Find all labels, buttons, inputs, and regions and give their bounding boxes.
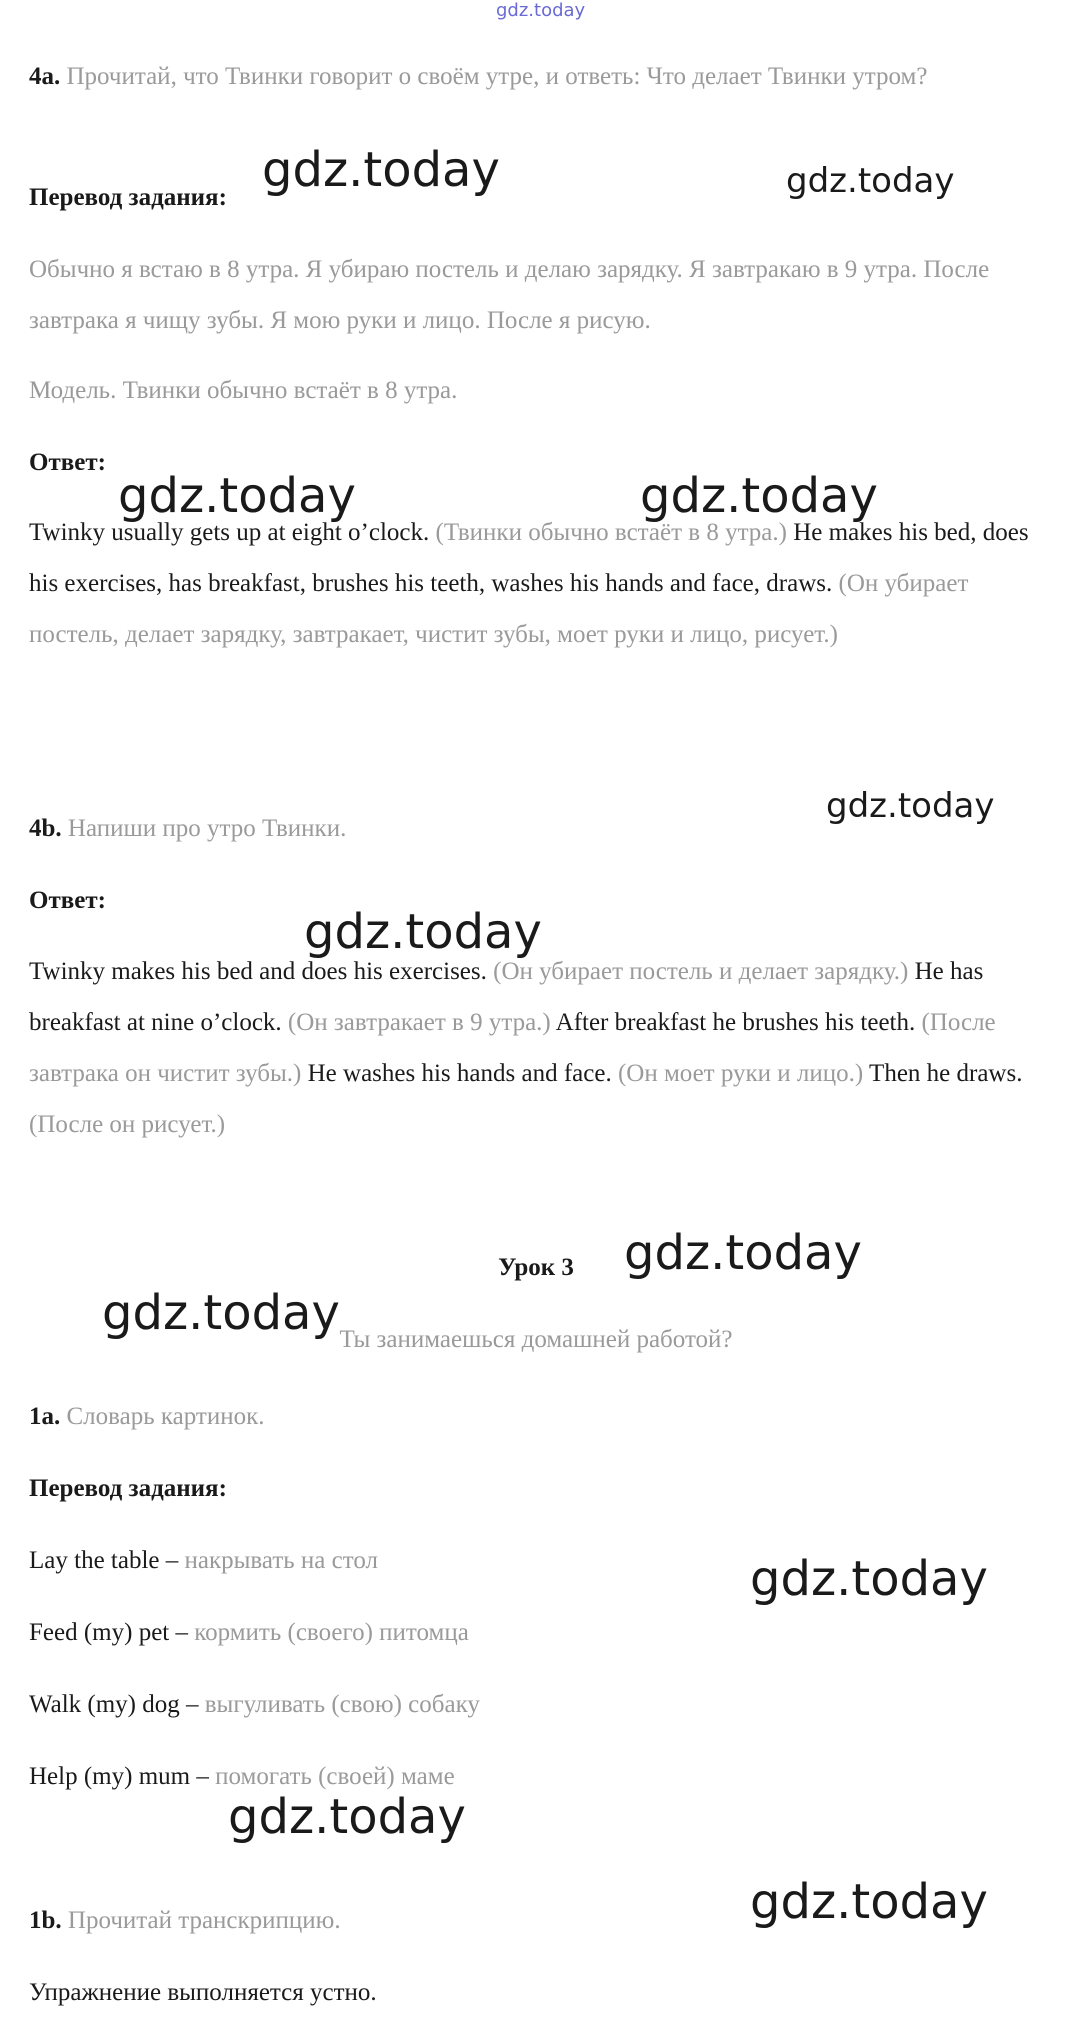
vocab-item: [29, 1607, 1029, 1658]
watermark: gdz.today: [102, 1285, 340, 1341]
watermark: gdz.today: [228, 1789, 466, 1845]
watermark: gdz.today: [262, 142, 500, 198]
vocab-english: Feed (my) pet –: [29, 1619, 188, 1646]
answer-segment: After breakfast he brushes his teeth.: [550, 1009, 916, 1036]
task-4b-answer-label: Ответ:: [29, 887, 106, 914]
answer-segment: (Он убирает постель и делает зарядку.): [486, 958, 909, 985]
task-1b-number: 1b.: [29, 1907, 62, 1934]
vocab-english: Help (my) mum –: [29, 1763, 209, 1790]
answer-segment: (После он рисует.): [29, 1111, 226, 1138]
watermark: gdz.today: [750, 1551, 988, 1607]
answer-segment: He makes his bed, does his exercises, has breakfast, brushes his teeth, washes his hands and face, draws.: [29, 519, 1029, 597]
task-4a-answer: [29, 507, 1029, 660]
watermark: gdz.today: [624, 1225, 862, 1281]
vocab-russian: накрывать на стол: [178, 1547, 378, 1574]
task-1a-text: Словарь картинок.: [66, 1403, 265, 1430]
task-1b-note: Упражнение выполняется устно.: [29, 1979, 377, 2006]
task-4a-answer-label: Ответ:: [29, 449, 106, 476]
answer-segment: (Он моет руки и лицо.): [611, 1060, 864, 1087]
vocab-english: Lay the table –: [29, 1547, 179, 1574]
answer-segment: (После завтрака он чистит зубы.): [29, 1009, 996, 1087]
answer-segment: (Твинки обычно встаёт в 8 утра.): [429, 519, 787, 546]
lesson-subtitle: Ты занимаешься домашней работой?: [339, 1326, 733, 1353]
watermark: gdz.today: [826, 786, 995, 826]
task-4b-text: Напиши про утро Твинки.: [67, 815, 347, 842]
watermark: gdz.today: [786, 161, 955, 201]
vocab-russian: кормить (своего) питомца: [187, 1619, 469, 1646]
task-1a: [29, 1391, 1029, 1442]
answer-segment: Twinky usually gets up at eight o’clock.: [29, 519, 430, 546]
watermark: gdz.today: [304, 904, 542, 960]
answer-segment: (Он убирает постель, делает зарядку, завтракает, чистит зубы, моет руки и лицо, рисует.): [29, 570, 969, 648]
answer-segment: Then he draws.: [863, 1060, 1023, 1087]
answer-segment: He has breakfast at nine o’clock.: [29, 958, 984, 1036]
task-1a-number: 1a.: [29, 1403, 61, 1430]
task-4a: [29, 51, 1029, 102]
task-4a-translation-text: Обычно я встаю в 8 утра. Я убираю постель и делаю зарядку. Я завтракаю в 9 утра. После завтрака я чищу зубы. Я мою руки и лицо. После я рисую.: [29, 256, 990, 334]
answer-segment: Twinky makes his bed and does his exercises.: [29, 958, 487, 985]
task-1a-translation-label: Перевод задания:: [29, 1475, 227, 1502]
task-4a-translation-label: Перевод задания:: [29, 184, 227, 211]
vocab-item: [29, 1679, 1029, 1730]
watermark: gdz.today: [640, 468, 878, 524]
vocab-item: [29, 1751, 1029, 1802]
vocab-russian: выгуливать (свою) собаку: [198, 1691, 480, 1718]
vocab-russian: помогать (своей) маме: [208, 1763, 455, 1790]
task-4a-text: Прочитай, что Твинки говорит о своём утре, и ответь: Что делает Твинки утром?: [66, 63, 928, 90]
watermark: gdz.today: [750, 1874, 988, 1930]
task-4a-model: Модель. Твинки обычно встаёт в 8 утра.: [29, 377, 458, 404]
answer-segment: (Он завтракает в 9 утра.): [281, 1009, 551, 1036]
answer-segment: He washes his hands and face.: [301, 1060, 612, 1087]
task-4b-answer: [29, 946, 1029, 1150]
top-watermark: gdz.today: [496, 0, 586, 21]
vocab-english: Walk (my) dog –: [29, 1691, 199, 1718]
task-1b-text: Прочитай транскрипцию.: [67, 1907, 341, 1934]
lesson-title: Урок 3: [498, 1254, 574, 1281]
task-4b-number: 4b.: [29, 815, 62, 842]
watermark: gdz.today: [118, 468, 356, 524]
task-4a-number: 4a.: [29, 63, 61, 90]
